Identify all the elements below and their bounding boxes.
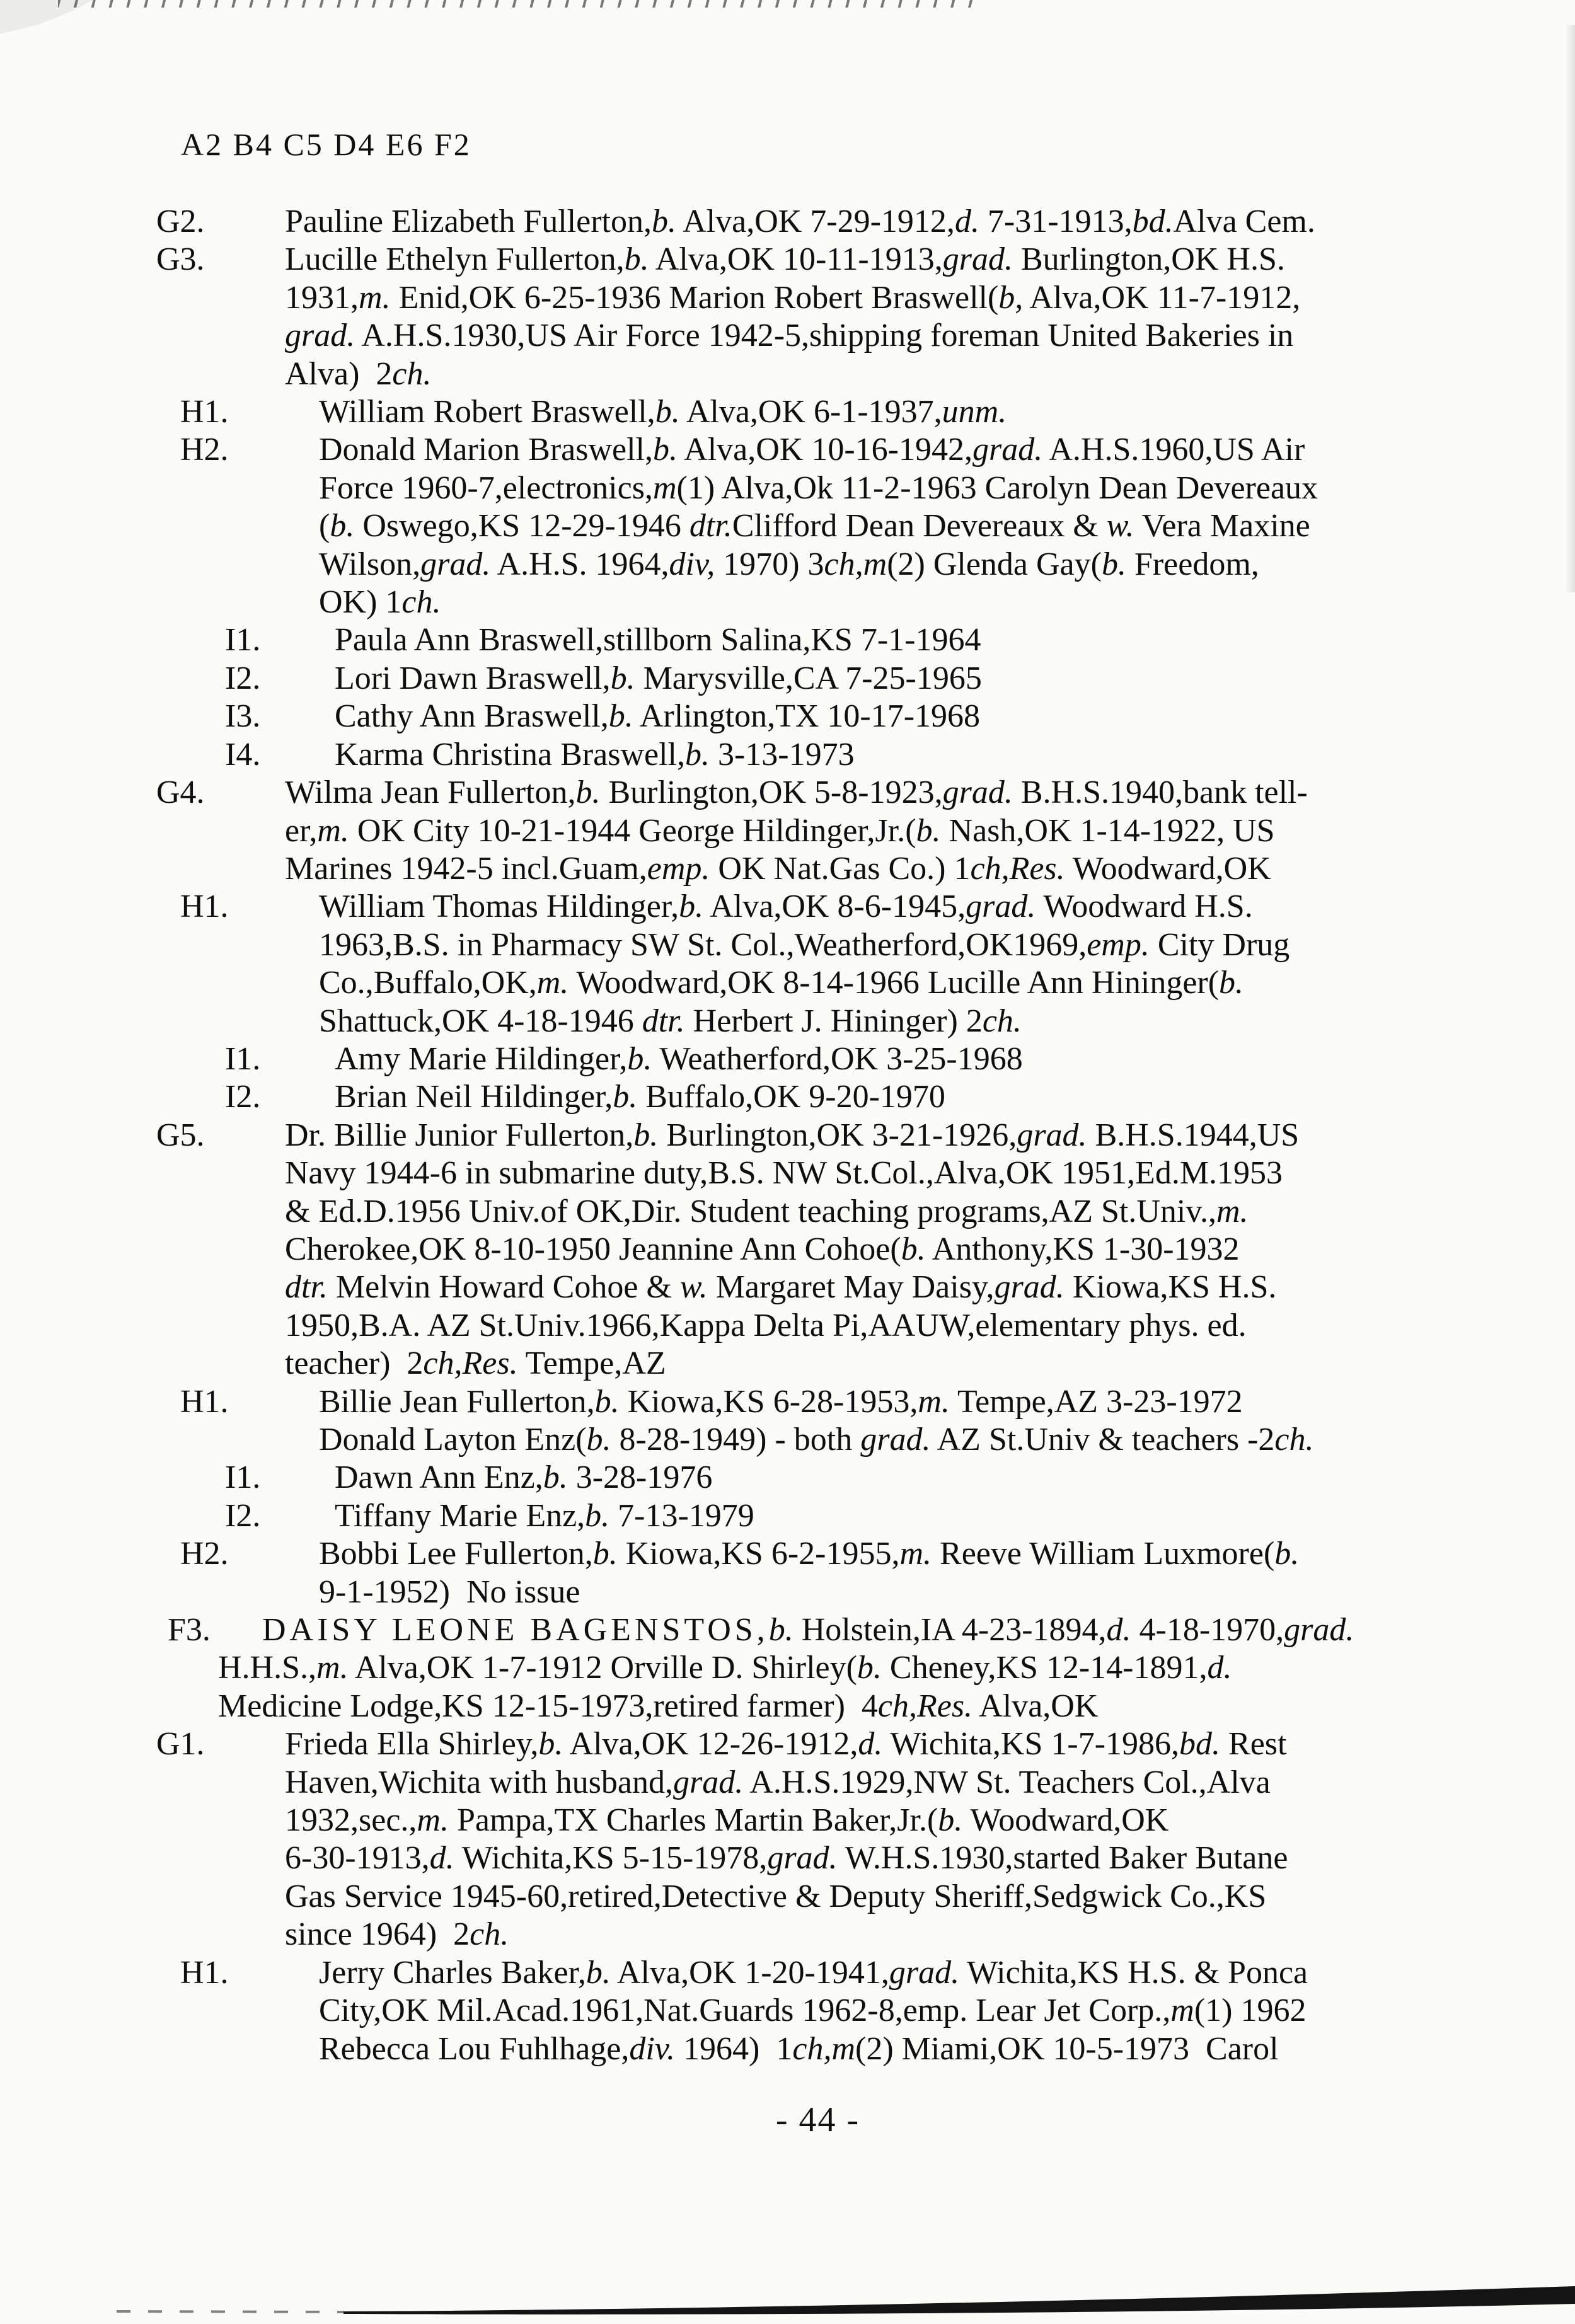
abbrev-italic: grad. [966,889,1036,925]
entry-text: Frieda Ella Shirley, [285,1726,539,1763]
entry-text: 8-28-1949) - both [611,1422,861,1458]
abbrev-italic: b. [592,1536,618,1572]
abbrev-italic: b. [575,774,601,811]
entry-h1 [180,1954,1575,2068]
entry-text: Woodward,OK 8-14-1966 Lucille Ann Hininger( [568,965,1220,1001]
entry-text: Reeve William Luxmore( [932,1536,1275,1572]
entry-text: Anthony,KS 1-30-1932 [925,1231,1240,1267]
entry-g5 [156,1117,1575,1383]
abbrev-italic: b. [938,1802,963,1839]
abbrev-italic: grad. [672,1764,744,1800]
entry-i3 [225,698,1575,735]
entry-label: H1. [180,1954,229,1991]
entry-text: Navy 1944-6 in submarine duty,B.S. NW St.Col.,Alva,OK 1951,Ed.M.1953 [285,1155,1283,1192]
entry-h1 [180,393,1575,431]
entry-text: Alva,OK [972,1688,1099,1724]
generation-code-header: A2 B4 C5 D4 E6 F2 [181,127,471,162]
abbrev-italic: m. [1216,1193,1249,1229]
entry-text: Kiowa,KS 6-2-1955, [617,1536,900,1572]
abbrev-italic: ch. [982,1003,1022,1039]
entry-i1 [225,1459,1575,1497]
abbrev-italic: d. [1106,1612,1131,1648]
entry-text: Rebecca Lou Fuhlhage, [319,2030,630,2067]
abbrev-italic: b. [543,1459,568,1496]
entry-text: Herbert J. Hininger) 2 [684,1003,983,1039]
entry-text: Holstein,IA 4-23-1894, [793,1612,1107,1648]
entry-text: Cheney,KS 12-14-1891, [881,1650,1208,1686]
entry-text: 1931, [285,279,359,316]
abbrev-italic: bd. [1179,1726,1221,1763]
entry-text: Burlington,OK 5-8-1923, [600,774,943,811]
entry-text: ( [319,508,330,544]
entry-text: Marysville,CA 7-25-1965 [635,660,982,696]
abbrev-italic: grad. [420,546,491,582]
entry-text: A.H.S.1929,NW St. Teachers Col.,Alva [743,1764,1271,1800]
entry-text: Donald Marion Braswell, [319,432,654,468]
entry-i1 [225,1040,1575,1078]
entry-label: G5. [156,1117,205,1153]
abbrev-italic: b. [594,1383,620,1420]
entries [0,203,1575,2068]
entry-text: Alva,OK 10-11-1913, [649,241,943,278]
abbrev-italic: m [1170,1993,1194,2029]
page-number: - 44 - [775,2100,860,2139]
entry-text: 1932,sec., [285,1802,417,1839]
entry-text: Tempe,AZ 3-23-1972 [949,1383,1243,1420]
abbrev-italic: b. [651,204,676,239]
entry-label: I2. [225,1079,261,1115]
entry-text: Rest [1220,1726,1287,1763]
entry-text: 1964) 1 [675,2030,793,2067]
entry-text: Oswego,KS 12-29-1946 [354,508,689,544]
abbrev-italic: ch,Res. [877,1688,973,1724]
abbrev-italic: b. [627,1040,652,1077]
entry-i2 [225,1497,1575,1535]
entry-text: Alva,OK 7-29-1912, [676,204,955,239]
entry-text: 9-1-1952) No issue [319,1573,580,1610]
entry-label: H2. [180,1536,229,1572]
entry-text: OK City 10-21-1944 George Hildinger,Jr.( [349,812,916,849]
entry-text: Alva,OK 10-16-1942, [678,432,972,468]
entry-text: 1970) 3 [715,546,824,582]
entry-text: & Ed.D.1956 Univ.of OK,Dir. Student teaching programs,AZ St.Univ., [285,1193,1216,1229]
entry-text: B.H.S.1944,US [1087,1117,1300,1153]
abbrev-italic: b. [586,1422,611,1458]
abbrev-italic: div. [629,2030,676,2067]
entry-text: Nash,OK 1-14-1922, US [940,812,1275,849]
entry-f3 [168,1611,1575,1725]
entry-text: 3-28-1976 [567,1459,713,1496]
entry-text: Cherokee,OK 8-10-1950 Jeannine Ann Cohoe( [285,1231,901,1267]
abbrev-italic: b. [633,1117,659,1153]
abbrev-italic: b. [610,660,635,696]
abbrev-italic: b. [768,1612,793,1648]
entry-text: OK Nat.Gas Co.) 1 [710,850,971,887]
abbrev-italic: w. [679,1269,708,1306]
abbrev-italic: b. [1219,965,1244,1001]
entry-text: Billie Jean Fullerton, [319,1383,595,1420]
abbrev-italic: grad. [994,1269,1064,1306]
abbrev-italic: m [652,469,677,506]
entry-text: 1963,B.S. in Pharmacy SW St. Col.,Weatherford,OK1969, [319,926,1087,963]
entry-text: er, [285,812,318,849]
abbrev-italic: m. [417,1802,449,1839]
entry-text: Marines 1942-5 incl.Guam, [285,850,647,887]
entry-text: Burlington,OK H.S. [1012,241,1285,278]
entry-text: City Drug [1149,926,1290,963]
abbrev-italic: m. [316,1650,349,1686]
entry-text: since 1964) 2 [285,1916,470,1953]
entry-text: OK) 1 [319,584,402,621]
entry-text: Buffalo,OK 9-20-1970 [637,1079,945,1115]
entry-label: I1. [225,1459,261,1496]
entry-text: Woodward,OK [962,1802,1169,1839]
entry-text: B.H.S.1940,bank tell- [1012,774,1308,811]
entry-i1 [225,621,1575,659]
abbrev-italic: b. [1101,546,1126,582]
entry-text: Woodward,OK [1064,850,1271,887]
entry-text: Lucille Ethelyn Fullerton, [285,241,625,278]
abbrev-italic: ch,Res. [423,1345,518,1382]
abbrev-italic: grad. [972,432,1043,468]
entry-text: Margaret May Daisy, [707,1269,995,1306]
entry-label: I1. [225,622,261,659]
entry-text: Kiowa,KS H.S. [1064,1269,1277,1306]
entry-text: Lori Dawn Braswell, [335,660,611,696]
abbrev-italic: b. [613,1079,638,1115]
entry-text: Amy Marie Hildinger, [335,1040,628,1077]
entry-text: Wichita,KS 5-15-1978, [454,1840,768,1877]
entry-g3 [156,241,1575,393]
entry-text: Dr. Billie Junior Fullerton, [285,1117,634,1153]
entry-text: Paula Ann Braswell,stillborn Salina,KS 7-1-1964 [335,622,981,659]
entry-text: Arlington,TX 10-17-1968 [633,698,981,735]
entry-text: A.H.S. 1964, [490,546,669,582]
entry-text: (1) 1962 [1194,1993,1307,2029]
abbrev-italic: b. [586,1954,611,1991]
abbrev-italic: b. [684,736,710,773]
entry-label: I2. [225,1497,261,1534]
entry-text: 3-13-1973 [709,736,855,773]
entry-g4 [156,774,1575,888]
abbrev-italic: bd. [1132,204,1174,239]
entry-g1 [156,1725,1575,1953]
entry-text: (2) Miami,OK 10-5-1973 Carol [855,2030,1279,2067]
abbrev-italic: grad. [1284,1612,1354,1648]
abbrev-italic: ch,Res. [970,850,1065,887]
entry-text: Alva) 2 [285,355,393,392]
entry-text: (2) Glenda Gay( [887,546,1102,582]
entry-i4 [225,736,1575,774]
entry-text: William Robert Braswell, [319,394,655,430]
abbrev-italic: grad. [889,1954,960,1991]
abbrev-italic: b. [585,1497,610,1534]
abbrev-italic: ch. [1274,1422,1314,1458]
abbrev-italic: b. [901,1231,926,1267]
entry-text: Burlington,OK 3-21-1926, [658,1117,1017,1153]
entry-text: Clifford Dean Devereaux & [732,508,1107,544]
abbrev-italic: m. [317,812,349,849]
entry-text: Alva,OK 8-6-1945, [703,889,966,925]
entry-text: Freedom, [1126,546,1259,582]
entry-label: I3. [225,698,261,735]
entry-text: Cathy Ann Braswell, [335,698,609,735]
entry-text: AZ St.Univ & teachers -2 [930,1422,1275,1458]
entry-h1 [180,888,1575,1040]
entry-text: 4-18-1970, [1131,1612,1284,1648]
entry-text: 7-13-1979 [609,1497,754,1534]
entry-label: I4. [225,736,261,773]
entry-text: Vera Maxine [1134,508,1310,544]
abbrev-italic: b. [655,394,680,430]
entry-label: H1. [180,394,229,430]
entry-text: Co.,Buffalo,OK, [319,965,537,1001]
abbrev-italic: grad. [942,241,1013,278]
entry-text: 6-30-1913, [285,1840,430,1877]
entry-text: Melvin Howard Cohoe & [327,1269,680,1306]
entry-text: Wichita,KS 1-7-1986, [882,1726,1180,1763]
abbrev-italic: m. [918,1383,950,1420]
entry-text: A.H.S.1960,US Air [1042,432,1305,468]
abbrev-italic: ch. [392,355,432,392]
entry-g2 [156,203,1575,241]
entry-text: W.H.S.1930,started Baker Butane [837,1840,1288,1877]
abbrev-italic: grad. [285,318,355,354]
abbrev-italic: grad. [1017,1117,1087,1153]
entry-h1 [180,1383,1575,1459]
entry-label: H2. [180,432,229,468]
entry-text: A.H.S.1930,US Air Force 1942-5,shipping foreman United Bakeries in [355,318,1294,354]
entry-text: 7-31-1913, [979,204,1133,239]
entry-h2 [180,431,1575,621]
abbrev-italic: b. [679,889,704,925]
entry-text: teacher) 2 [285,1345,424,1382]
entry-label: I1. [225,1040,261,1077]
entry-text: Weatherford,OK 3-25-1968 [652,1040,1023,1077]
abbrev-italic: b. [1274,1536,1300,1572]
entry-label: G3. [156,241,205,278]
entry-label: F3. [168,1612,211,1648]
entry-text: Pampa,TX Charles Martin Baker,Jr.( [448,1802,938,1839]
entry-text: 1950,B.A. AZ St.Univ.1966,Kappa Delta Pi,AAUW,elementary phys. ed. [285,1307,1247,1343]
entry-text: Jerry Charles Baker, [319,1954,586,1991]
entry-text: William Thomas Hildinger, [319,889,679,925]
abbrev-italic: emp. [1087,926,1150,963]
abbrev-italic: m. [536,965,569,1001]
entry-text: Gas Service 1945-60,retired,Detective & Deputy Sheriff,Sedgwick Co.,KS [285,1878,1267,1914]
entry-i2 [225,660,1575,698]
abbrev-italic: emp. [647,850,710,887]
abbrev-italic: dtr. [642,1003,685,1039]
entry-text: Shattuck,OK 4-18-1946 [319,1003,642,1039]
entry-i2 [225,1078,1575,1116]
scan-artifact-top-zigzag [58,0,983,8]
entry-text: Alva Cem. [1173,204,1315,239]
entry-text: H.H.S., [218,1650,317,1686]
abbrev-italic: d. [858,1726,883,1763]
entry-text: Dawn Ann Enz, [335,1459,543,1496]
abbrev-italic: grad. [767,1840,838,1877]
entry-text: Medicine Lodge,KS 12-15-1973,retired farmer) 4 [218,1688,878,1724]
entry-text: Wichita,KS H.S. & Ponca [959,1954,1308,1991]
abbrev-italic: m. [899,1536,932,1572]
abbrev-italic: d. [1207,1650,1232,1686]
entry-text: Tempe,AZ [517,1345,666,1382]
abbrev-italic: b. [608,698,633,735]
entry-text: (1) Alva,Ok 11-2-1963 Carolyn Dean Devereaux [676,469,1318,506]
entry-text: Force 1960-7,electronics, [319,469,653,506]
scan-artifact-bottom-line [0,2279,1575,2324]
abbrev-italic: dtr. [689,508,732,544]
abbrev-italic: b. [653,432,678,468]
entry-text: DAISY LEONE BAGENSTOS, [262,1612,769,1648]
entry-text: Alva,OK 1-20-1941, [610,1954,889,1991]
abbrev-italic: ch. [470,1916,509,1953]
entry-h2 [180,1535,1575,1611]
abbrev-italic: unm. [942,394,1007,430]
abbrev-italic: grad. [942,774,1013,811]
entry-text: Alva,OK 11-7-1912, [1023,279,1301,316]
abbrev-italic: ch. [401,584,441,621]
abbrev-italic: w. [1106,508,1134,544]
entry-label: G1. [156,1726,205,1763]
entry-text: Bobbi Lee Fullerton, [319,1536,593,1572]
entry-text: Tiffany Marie Enz, [335,1497,586,1534]
entry-text: Wilson, [319,546,421,582]
entry-label: G2. [156,204,205,239]
abbrev-italic: dtr. [285,1269,328,1306]
entry-label: H1. [180,889,229,925]
entry-text: Haven,Wichita with husband, [285,1764,673,1800]
entry-label: H1. [180,1383,229,1420]
abbrev-italic: ch,m [792,2030,856,2067]
abbrev-italic: b. [916,812,941,849]
entry-text: Alva,OK 12-26-1912, [563,1726,858,1763]
entry-label: G4. [156,774,205,811]
abbrev-italic: div, [669,546,715,582]
entry-text: Pauline Elizabeth Fullerton, [285,204,652,239]
entry-text: Alva,OK 6-1-1937, [679,394,942,430]
abbrev-italic: d. [954,204,979,239]
abbrev-italic: b. [624,241,649,278]
abbrev-italic: ch,m [824,546,887,582]
entry-text: Donald Layton Enz( [319,1422,587,1458]
abbrev-italic: b, [998,279,1024,316]
entry-text: Karma Christina Braswell, [335,736,685,773]
abbrev-italic: grad. [860,1422,931,1458]
abbrev-italic: b. [538,1726,563,1763]
abbrev-italic: m. [359,279,391,316]
entry-text: City,OK Mil.Acad.1961,Nat.Guards 1962-8,emp. Lear Jet Corp., [319,1993,1171,2029]
entry-text: Enid,OK 6-25-1936 Marion Robert Braswell( [390,279,999,316]
entry-text: Wilma Jean Fullerton, [285,774,576,811]
entry-text: Brian Neil Hildinger, [335,1079,613,1115]
entry-text: Alva,OK 1-7-1912 Orville D. Shirley( [348,1650,857,1686]
entry-text: Woodward H.S. [1036,889,1253,925]
abbrev-italic: b. [857,1650,882,1686]
entry-text: Kiowa,KS 6-28-1953, [619,1383,918,1420]
abbrev-italic: d. [429,1840,454,1877]
abbrev-italic: b. [330,508,355,544]
entry-label: I2. [225,660,261,696]
